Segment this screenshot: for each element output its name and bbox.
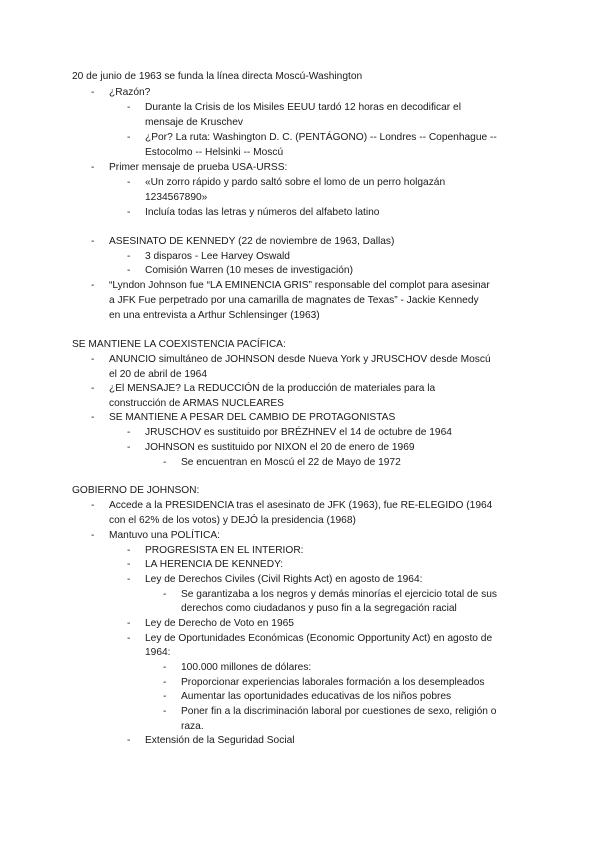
list-item: JRUSCHOV es sustituido por BRÉZHNEV el 14 de octubre de 1964 (145, 427, 452, 438)
bullet-dash: - (127, 207, 131, 218)
bullet-dash: - (163, 677, 167, 688)
list-item-continuation: construcción de ARMAS NUCLEARES (109, 398, 284, 409)
list-item-continuation: 1964: (145, 647, 171, 658)
bullet-dash: - (127, 251, 131, 262)
bullet-dash: - (91, 87, 95, 98)
list-item: «Un zorro rápido y pardo saltó sobre el lomo de un perro holgazán (145, 177, 446, 188)
list-item: Poner fin a la discriminación laboral por cuestiones de sexo, religión o (181, 706, 497, 717)
bullet-dash: - (127, 545, 131, 556)
list-item: Ley de Derechos Civiles (Civil Rights Act) en agosto de 1964: (145, 574, 423, 585)
list-item: “Lyndon Johnson fue “LA EMINENCIA GRIS” responsable del complot para asesinar (109, 280, 490, 291)
bullet-dash: - (127, 177, 131, 188)
bullet-dash: - (163, 691, 167, 702)
list-item-continuation: con el 62% de los votos) y DEJÓ la presidencia (1968) (109, 515, 356, 526)
bullet-dash: - (127, 132, 131, 143)
bullet-dash: - (127, 442, 131, 453)
list-item: Se garantizaba a los negros y demás minorías el ejercicio total de sus (181, 589, 497, 600)
bullet-dash: - (127, 559, 131, 570)
section3-heading: GOBIERNO DE JOHNSON: (72, 485, 200, 496)
list-item-continuation: derechos como ciudadanos y puso fin a la segregación racial (181, 603, 457, 614)
bullet-dash: - (163, 662, 167, 673)
list-item-continuation: en una entrevista a Arthur Schlensinger (1963) (109, 310, 320, 321)
list-item: LA HERENCIA DE KENNEDY: (145, 559, 284, 570)
list-item-continuation: mensaje de Kruschev (145, 117, 243, 128)
list-item: Primer mensaje de prueba USA-URSS: (109, 162, 288, 173)
list-item-continuation: Estocolmo -- Helsinki -- Moscú (145, 147, 284, 158)
list-item: PROGRESISTA EN EL INTERIOR: (145, 545, 304, 556)
bullet-dash: - (127, 633, 131, 644)
list-item-continuation: 1234567890» (145, 192, 208, 203)
bullet-dash: - (91, 530, 95, 541)
section2-heading: SE MANTIENE LA COEXISTENCIA PACÍFICA: (72, 339, 286, 350)
list-item: Aumentar las oportunidades educativas de los niños pobres (181, 691, 452, 702)
list-item: ANUNCIO simultáneo de JOHNSON desde Nueva York y JRUSCHOV desde Moscú (109, 354, 491, 365)
bullet-dash: - (127, 427, 131, 438)
bullet-dash: - (91, 412, 95, 423)
bullet-dash: - (91, 162, 95, 173)
list-item: Se encuentran en Moscú el 22 de Mayo de 1972 (181, 457, 401, 468)
bullet-dash: - (127, 102, 131, 113)
bullet-dash: - (127, 735, 131, 746)
list-item: Proporcionar experiencias laborales formación a los desempleados (181, 677, 485, 688)
bullet-dash: - (91, 383, 95, 394)
list-item: ASESINATO DE KENNEDY (22 de noviembre de 1963, Dallas) (109, 236, 395, 247)
bullet-dash: - (163, 706, 167, 717)
bullet-dash: - (127, 574, 131, 585)
section1-heading: 20 de junio de 1963 se funda la línea directa Moscú-Washington (72, 71, 363, 82)
list-item: Accede a la PRESIDENCIA tras el asesinato de JFK (1963), fue RE-ELEGIDO (1964 (109, 500, 493, 511)
list-item: Mantuvo una POLÍTICA: (109, 530, 220, 541)
list-item-continuation: el 20 de abril de 1964 (109, 369, 207, 380)
list-item: ¿Por? La ruta: Washington D. C. (PENTÁGONO) -- Londres -- Copenhague -- (145, 132, 497, 143)
bullet-dash: - (127, 618, 131, 629)
bullet-dash: - (91, 500, 95, 511)
list-item: JOHNSON es sustituido por NIXON el 20 de enero de 1969 (145, 442, 415, 453)
list-item: ¿Razón? (109, 87, 151, 98)
list-item-continuation: raza. (181, 721, 204, 732)
list-item: SE MANTIENE A PESAR DEL CAMBIO DE PROTAGONISTAS (109, 412, 396, 423)
list-item: ¿El MENSAJE? La REDUCCIÓN de la producción de materiales para la (109, 383, 436, 394)
bullet-dash: - (91, 354, 95, 365)
bullet-dash: - (163, 589, 167, 600)
list-item: Incluía todas las letras y números del alfabeto latino (145, 207, 380, 218)
list-item: Ley de Derecho de Voto en 1965 (145, 618, 294, 629)
list-item: 100.000 millones de dólares: (181, 662, 312, 673)
list-item: 3 disparos - Lee Harvey Oswald (145, 251, 290, 262)
bullet-dash: - (127, 265, 131, 276)
bullet-dash: - (91, 236, 95, 247)
bullet-dash: - (91, 280, 95, 291)
list-item: Extensión de la Seguridad Social (145, 735, 295, 746)
list-item-continuation: a JFK Fue perpetrado por una camarilla de magnates de Texas” - Jackie Kennedy (109, 295, 479, 306)
bullet-dash: - (163, 457, 167, 468)
list-item: Ley de Oportunidades Económicas (Economic Opportunity Act) en agosto de (145, 633, 493, 644)
list-item: Comisión Warren (10 meses de investigación) (145, 265, 353, 276)
list-item: Durante la Crisis de los Misiles EEUU tardó 12 horas en decodificar el (145, 102, 461, 113)
